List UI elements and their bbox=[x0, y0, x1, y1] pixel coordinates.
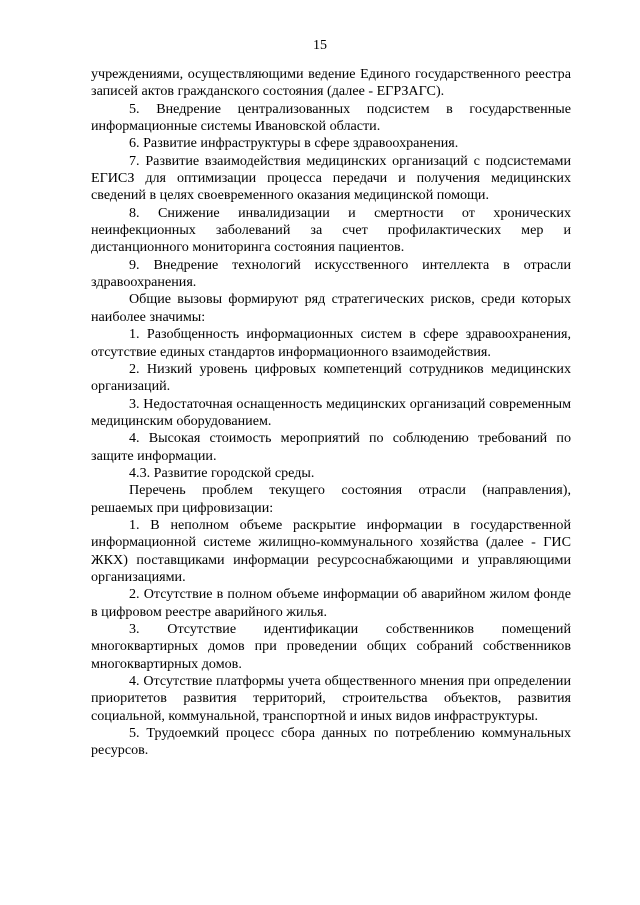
paragraph-text: Перечень проблем текущего состояния отрасли (направления), решаемых при цифровизации: bbox=[91, 482, 571, 516]
paragraph-text: Общие вызовы формируют ряд стратегических рисков, среди которых наиболее значимы: bbox=[91, 291, 571, 325]
document-body bbox=[91, 66, 571, 760]
paragraph-item: 3. Недостаточная оснащенность медицинских организаций современным медицинским оборудованием. bbox=[91, 395, 571, 429]
paragraph-item: 9. Внедрение технологий искусственного интеллекта в отрасли здравоохранения. bbox=[91, 256, 571, 291]
paragraph-item: 3. Отсутствие идентификации собственников помещений многоквартирных домов при проведении общих собраний собственников многоквартирных домов. bbox=[91, 621, 571, 672]
paragraph-item: 4. Отсутствие платформы учета общественного мнения при определении приоритетов развития территорий, строительства объектов, развития социальной, коммунальной, транспортной и иных видов инфраструктуры. bbox=[91, 673, 571, 724]
paragraph-item: 7. Развитие взаимодействия медицинских организаций с подсистемами ЕГИСЗ для оптимизации процесса передачи и получения медицинских сведений в целях своевременного оказания медицинской помощи. bbox=[91, 152, 571, 204]
paragraph-item: 2. Отсутствие в полном объеме информации об аварийном жилом фонде в цифровом реестре аварийного жилья. bbox=[91, 586, 571, 620]
paragraph-continuation: учреждениями, осуществляющими ведение Единого государственного реестра записей актов гражданского состояния (далее - ЕГРЗАГС). bbox=[91, 66, 571, 100]
paragraph-item: 6. Развитие инфраструктуры в сфере здравоохранения. bbox=[129, 135, 459, 152]
paragraph-item: 5. Трудоемкий процесс сбора данных по потреблению коммунальных ресурсов. bbox=[91, 725, 571, 759]
paragraph-item: 2. Низкий уровень цифровых компетенций сотрудников медицинских организаций. bbox=[91, 360, 571, 395]
page-number: 15 bbox=[313, 38, 327, 53]
paragraph-item: 8. Снижение инвалидизации и смертности от хронических неинфекционных заболеваний за счет профилактических мер и дистанционного мониторинга состояния пациентов. bbox=[91, 204, 571, 256]
paragraph-item: 5. Внедрение централизованных подсистем в государственные информационные системы Ивановской области. bbox=[91, 100, 571, 135]
section-heading: 4.3. Развитие городской среды. bbox=[129, 464, 315, 481]
paragraph-item: 4. Высокая стоимость мероприятий по соблюдению требований по защите информации. bbox=[91, 430, 571, 464]
paragraph-item: 1. Разобщенность информационных систем в сфере здравоохранения, отсутствие единых стандартов информационного взаимодействия. bbox=[91, 326, 571, 360]
paragraph-item: 1. В неполном объеме раскрытие информации в государственной информационной системе жилищно-коммунального хозяйства (далее - ГИС ЖКХ) поставщиками информации ресурсоснабжающими и управляющими организациями. bbox=[91, 516, 571, 585]
